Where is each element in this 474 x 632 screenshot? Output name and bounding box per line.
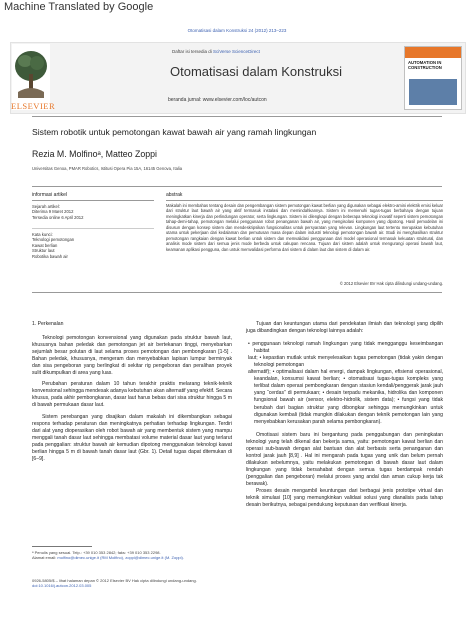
body-paragraph: Perubahan peraturan dalam 10 tahun terakhir praktis melarang teknik-teknik konvensional sehingga mendesak adanya kebutuhan akan alternatif yang efektif. Secara khusus, pada akhir pembongkaran, dasar laut harus bebas dari sisa struktur hingga 5 m di bawah permukaan dasar laut. bbox=[32, 381, 232, 409]
section-divider bbox=[32, 186, 442, 187]
publisher-logo-text: ELSEVIER bbox=[11, 101, 56, 111]
info-divider-2 bbox=[32, 228, 154, 229]
body-paragraph: Tujuan dan keuntungan utama dari pendekatan ilmiah dan teknologi yang dipilih juga dibandingkan dengan teknologi lainnya adalah: bbox=[246, 321, 443, 335]
journal-citation[interactable]: Otomatisasi dalam Konstruksi 24 (2012) 213–223 bbox=[187, 28, 287, 33]
cover-bar bbox=[405, 47, 461, 58]
issn-line: 0926-5805/$ – lihat halaman depan © 2012 Elsevier BV Hak cipta dilindungi undang-undang. bbox=[32, 578, 197, 583]
article-info-heading: informasi artikel bbox=[32, 192, 68, 198]
available-label: Daftar isi tersedia di bbox=[172, 49, 212, 54]
journal-title: Otomatisasi dalam Konstruksi bbox=[170, 64, 342, 79]
abstract-divider bbox=[166, 200, 443, 201]
body-paragraph: Sistem perebangan yang disajikan dalam makalah ini dikembangkan sebagai respons terhadap peraturan dan meningkatnya perhatian terhadap lingkungan. Terdiri dari alat yang dioperasikan oleh robot bawah air yang membentuk sistem yang mampu menggali tanah dasar laut sehingga membatasi volume material dasar laut yang terlarut pada penggalian: struktur bawah air kemudian dipotong menggunakan teknologi kawat berlian hingga 5 m di bawah tanah dasar laut (Gbr. 1). Detail tugas dapat ditemukan di [6–9]. bbox=[32, 413, 232, 462]
info-divider bbox=[32, 200, 154, 201]
received-date: Diterima 9 Maret 2012 bbox=[32, 209, 74, 215]
email-links[interactable]: molfino@dimec.unige.it (RM Molfino), zoppi@dimec.unige.it (M. Zoppi). bbox=[57, 555, 184, 561]
keyword-item: Robotika bawah air bbox=[32, 253, 68, 259]
bullet-item: alternatif); • optimalisasi dalam hal energi, dampak lingkungan, efisiensi operasional, keandalan, konsumsi kawat berlian; • otomatisasi tugas-tugas kompleks yang terlibat dalam operasi pembongkaran dengan stasiun kendali/penggerak jarak jauh yang “cerdas” di permukaan; • desain terpadu mekanika, hidrolika dan komponen fungsional bawah air (sensor, elektro-hidrolik, sistem data); • fungsi yang tidak berubah dari bagian struktur yang dibongkar sehingga memungkinkan untuk digunakan kembali (tidak mungkin dilakukan dengan teknik pemotongan lain yang menyebabkan kerusakan parah selama pembongkaran). bbox=[248, 369, 443, 425]
section-heading: 1. Perkenalan bbox=[32, 321, 64, 327]
keyword-item: Teknologi pemotongan bbox=[32, 237, 75, 243]
history-label: Sejarah artikel: bbox=[32, 204, 60, 209]
contents-available bbox=[172, 49, 260, 54]
author-affiliation: Universitas Genoa, PMAR Robotics, Istitusi Opera Pia 15A, 16145 Genova, Italia bbox=[32, 166, 183, 171]
journal-homepage[interactable]: beranda jurnal: www.elsevier.com/loc/autcon bbox=[168, 97, 267, 103]
corresponding-author: ᵃ Penulis yang sesuai. Telp.: +39 010 353 2842; faks: +39 010 353 2298. bbox=[32, 550, 161, 555]
body-paragraph: Proses desain mengambil keuntungan dari berbagai jenis prototipe virtual dan teknik simulasi [10] yang memungkinkan validasi solusi yang dianalisis pada tahap desain berikutnya, sebagai pendukung keputusan dan verifikasi kinerja. bbox=[246, 488, 443, 509]
keywords bbox=[32, 232, 154, 259]
issn-copyright bbox=[32, 578, 252, 589]
abstract-bottom-divider bbox=[32, 292, 442, 293]
body-paragraph: Teknologi pemotongan konvensional yang digunakan pada struktur bawah laut, khususnya bahan peledak dan pemotongan jet air bertekanan tinggi, menyebarkan sejumlah besar polutan di laut selama proses pemotongan dan pembongkaran [1-5] . Bahan peledak, khususnya, mengeram dan menyebabkan lapisan lumpur berminyak dan sisa pengeboran yang berlingkat di sekitar rig pengeboran dan peralihan proyek sulit dikumpulkan di area yang luas. bbox=[32, 335, 232, 377]
cover-image bbox=[409, 79, 457, 105]
footnote bbox=[32, 550, 232, 561]
footnote-divider bbox=[32, 546, 92, 547]
accepted-date: Tersedia online 6 April 2012 bbox=[32, 214, 84, 220]
keyword-item: Kawat berlian bbox=[32, 242, 58, 248]
right-column bbox=[246, 321, 443, 509]
article-history bbox=[32, 204, 154, 220]
abstract-text: Makalah ini membahas tentang desain dan pengembangan sistem pemotongan kawat berlian yang digunakan sebagai elektro-amini elektrik emisi keluar dari struktur laut bawah air yang aktif termasuk instalasi dan memindahkannya. Sistem ini memenuhi tugas-tugas berbahaya dengan tujuan meningkatkan kinerja dan perlindungan operator, serta lingkungan. Sistem ini dilengkapi dengan beberapa teknologi inovatif seperti sistem pemotongan tahap-demi-tahap, pemotongan melalui penggunaan robot penanganan bawah air, yang mengisolasi komponen yang dipotong. Hasil pemodelan ini disusun dengan konsep sistem dan mendeskripsikan fungsionalitas untuk persyaratan yang relevan. Lingkungan laut tertentu merupakan kebutuhan utama untuk pekerjaan dari kedalaman dan pemutusan masa depan dalam industri teknologi pemotongan bawah air. Studi ini menghasilkan struktur pemotongan rangkaian dengan kawat berlian untuk sistem dan memvalidasi penggunaan dari model operasional termasuk kekuatan struktural, dan analisis mode sistem dari semua jenis mode berbeda untuk cakupan rencana. Tujuan dari sistem adalah untuk mengurangi operasi bawah laut, keamanan aplikasi pengguna, dan untuk memvalidasi performa dari sistem di dalam laut dan sistem di dalam air. bbox=[166, 203, 443, 252]
sciencedirect-link[interactable]: SciVerse ScienceDirect bbox=[213, 49, 260, 54]
article-title: Sistem robotik untuk pemotongan kawat bawah air yang ramah lingkungan bbox=[32, 127, 317, 137]
bullet-item: • penggunaan teknologi ramah lingkungan yang tidak mengganggu keseimbangan habitat bbox=[248, 341, 443, 355]
keyword-item: Struktur laut bbox=[32, 248, 55, 254]
body-paragraph: Omotisasi sistem baru ini bergantung pada penggabungan dan peningkatan teknologi yang telah dikenal dan bekerja sama, yaitu: pemotongan kawat berlian dan operasi sub-bawah dengan alat bantuan dan alat berbasis serta penanganan dan kontrol jarak jauh [8,9] . Hal ini mengarah pada tugas yang unik dan belum pernah dilakukan sebelumnya, yaitu melakukan pemotongan di bawah dasar laut dalam lingkungan yang tidak bersahabat dengan semua tugas berdampak rendah (penggalian dan pengeboran) melalui proses yang andal dan aman cukup kerja tak berawak). bbox=[246, 431, 443, 487]
journal-cover-thumbnail bbox=[404, 46, 462, 110]
machine-translated-overlay: Machine Translated by Google bbox=[4, 1, 154, 13]
author-emails bbox=[32, 555, 232, 560]
abstract-copyright: © 2012 Elsevier BV Hak cipta dilindungi undang-undang. bbox=[339, 281, 443, 286]
cover-title: AUTOMATION IN CONSTRUCTION bbox=[408, 60, 442, 70]
bullet-item: laut; • kepastian mutlak untuk menyelesaikan tugas pemotongan (tidak yakin dengan teknologi pemotongan bbox=[248, 355, 443, 369]
email-label: Alamat email: bbox=[32, 555, 57, 561]
article-authors: Rezia M. Molfinoᵃ, Matteo Zoppi bbox=[32, 149, 158, 159]
left-column bbox=[32, 321, 232, 463]
keywords-label: Kata kunci: bbox=[32, 232, 53, 237]
doi-link[interactable]: doi:10.1016/j.autcon.2012.03.005 bbox=[32, 583, 92, 589]
abstract-heading: abstrak bbox=[166, 192, 183, 198]
header-divider bbox=[32, 116, 442, 117]
